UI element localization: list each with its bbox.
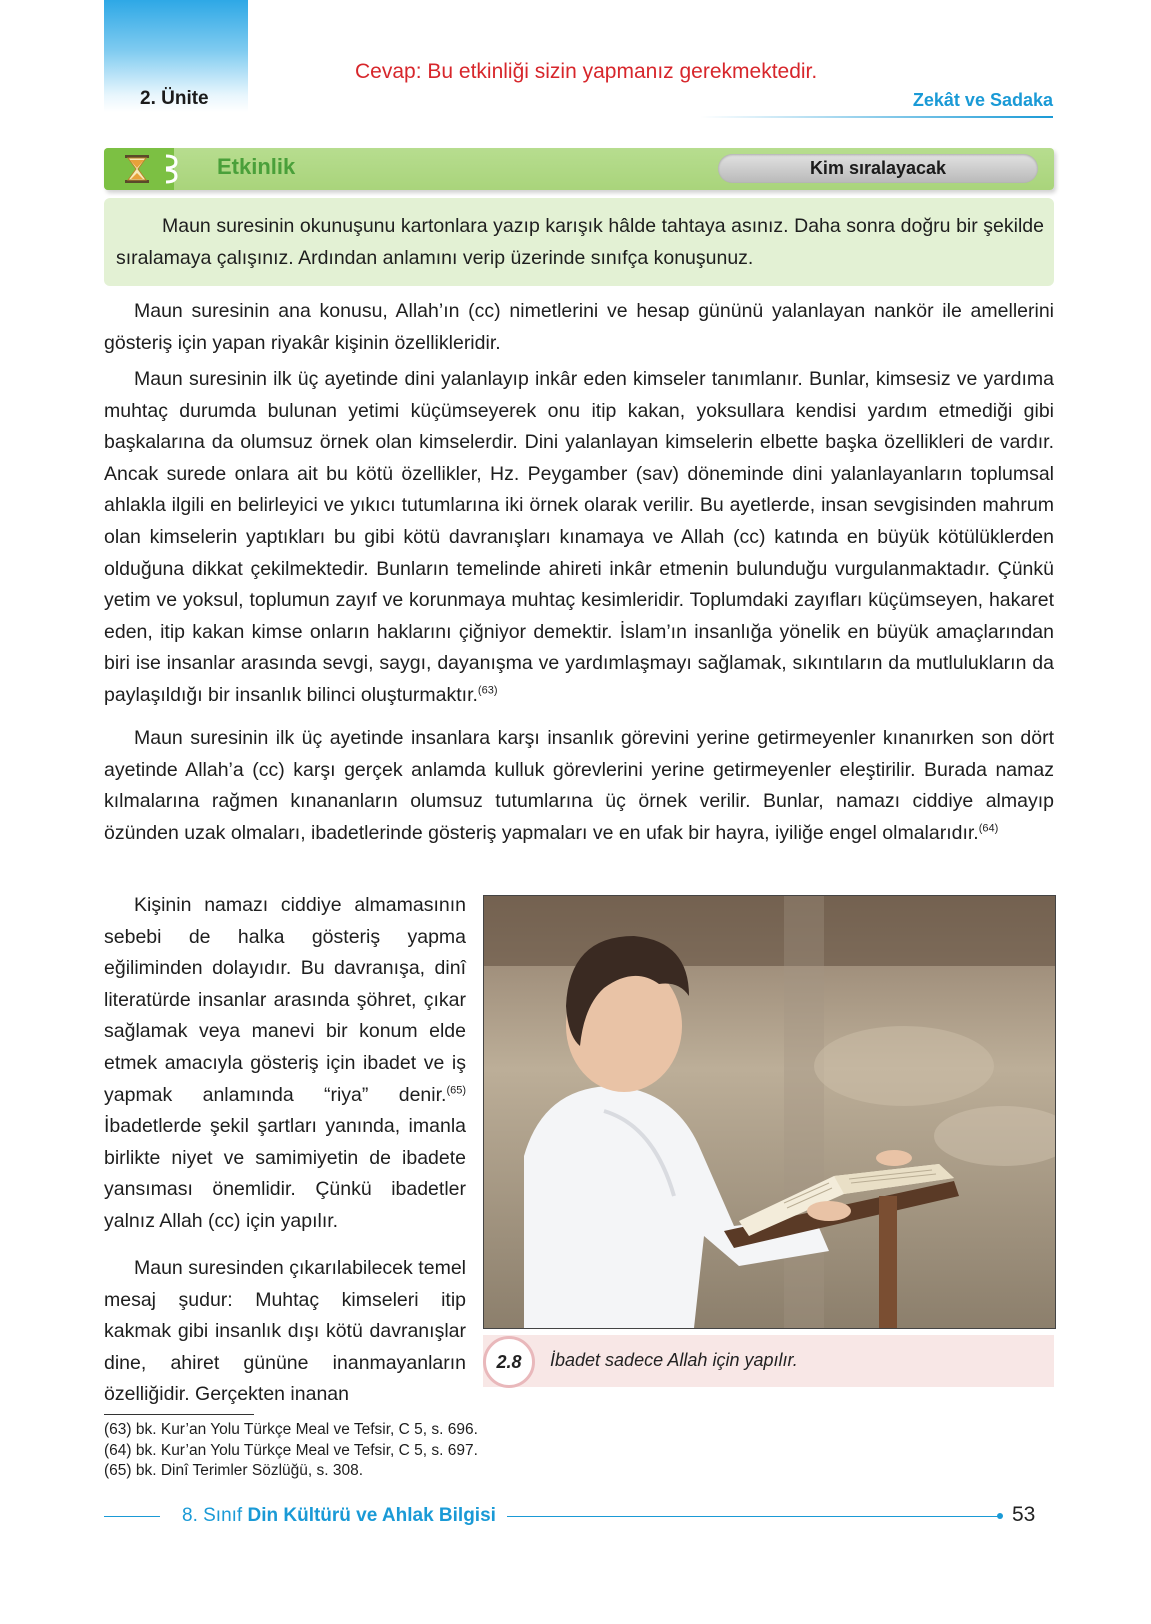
page-number: 53 [1012, 1503, 1036, 1526]
footnote-65: (65) bk. Dinî Terimler Sözlüğü, s. 308. [104, 1462, 364, 1479]
topic-label: Zekât ve Sadaka [912, 90, 1053, 110]
answer-note: Cevap: Bu etkinliği sizin yapmanız gerekmektedir. [355, 60, 818, 83]
body-paragraph-4-text-a: Kişinin namazı ciddiye almamasının sebebi de halka gösteriş yapma eğiliminden dolayıdır. Bu davranışa, dinî literatürde insanlar arasında şöhret, çıkar sağlamak veya manevi bir konum elde etmek amacıyla gösteriş için ibadet ve iş yapmak anlamında “riya” denir. [104, 894, 466, 1106]
body-paragraph-4-text-b: İbadetlerde şekil şartları yanında, imanla birlikte niyet ve samimiyetin de ibadete yansıması önemlidir. Çünkü ibadetler yalnız Allah (cc) için yapılır. [104, 1115, 466, 1232]
body-paragraph-4 [104, 890, 466, 1238]
footer-dot [997, 1513, 1003, 1519]
body-paragraph-3 [104, 723, 1054, 849]
activity-subtitle-pill [718, 154, 1038, 183]
unit-label: 2. Ünite [140, 88, 209, 109]
footer-line-left [104, 1516, 160, 1517]
hourglass-icon [122, 154, 152, 184]
footnote-ref-64: (64) [978, 822, 999, 835]
footnote-63: (63) bk. Kur’an Yolu Türkçe Meal ve Tefsir, C 5, s. 696. [104, 1421, 478, 1438]
footer-book-prefix: 8. Sınıf [182, 1505, 248, 1526]
binder-clip-icon [162, 152, 184, 186]
body-paragraph-5: Maun suresinden çıkarılabilecek temel mesaj şudur: Muhtaç kimseleri itip kakmak gibi insanlık dışı kötü davranışlar dine, ahiret gününe inanmayanların özelliğidir. Gerçekten inanan [104, 1257, 466, 1406]
footer-book-name: Din Kültürü ve Ahlak Bilgisi [247, 1505, 496, 1526]
activity-title: Etkinlik [217, 154, 296, 179]
topic-underline [700, 116, 1053, 118]
figure-photo [483, 895, 1056, 1329]
footer-book-title [182, 1505, 496, 1527]
footnote-ref-65: (65) [446, 1084, 466, 1097]
footnote-divider [104, 1414, 254, 1415]
footnote-64: (64) bk. Kur’an Yolu Türkçe Meal ve Tefsir, C 5, s. 697. [104, 1441, 478, 1459]
footnote-ref-63: (63) [477, 684, 498, 697]
activity-text: Maun suresinin okunuşunu kartonlara yazıp karışık hâlde tahtaya asınız. Daha sonra doğru bir şekilde sıralamaya çalışınız. Ardından anlamını verip üzerinde sınıfça konuşunuz. [116, 215, 1044, 269]
body-paragraph-3-text: Maun suresinin ilk üç ayetinde insanlara karşı insanlık görevini yerine getirmeyenler kınanırken son dört ayetinde Allah’a (cc) karşı gerçek anlamda kulluk görevlerini yerine getirmeyenler eleştirilir. Burada namaz kılmalarına rağmen kınananların olumsuz tutumlarına üç örnek verilir. Bunlar, namazı ciddiye almayıp özünden uzak olmaları, ibadetlerinde gösteriş yapmaları ve en ufak bir hayra, iyiliğe engel olmalarıdır. [104, 727, 1054, 844]
body-paragraph-2 [104, 364, 1054, 712]
footer-line-right [507, 1516, 1002, 1517]
activity-subtitle: Kim sıralayacak [809, 158, 947, 178]
body-paragraph-2-text: Maun suresinin ilk üç ayetinde dini yalanlayıp inkâr eden kimseler tanımlanır. Bunlar, kimsesiz ve yardıma muhtaç durumda bulunan yetimi küçümseyerek onu itip kakan, yoksullara kendisi yardım etmediği gibi başkalarına da olumsuz örnek olan kimselerdir. Dini yalanlayan kimselerin elbette başka özellikleri de vardır. Ancak surede onlara ait bu kötü özellikler, Hz. Peygamber (sav) döneminde dini yalanlayanların toplumsal ahlakla ilgili en belirleyici ve yıkıcı tutumlarına iki örnek olarak verilir. Bu ayetlerde, insan sevgisinden mahrum olan kimselerin yaptıkları bu gibi kötü davranışları kınamaya ve Allah (cc) katında en büyük kötülüklerden olduğuna dikkat çekilmektedir. Bunların temelinde ahireti inkâr etmenin bulunduğu vurgulanmaktadır. Çünkü yetim ve yoksul, toplumun zayıf ve korunmaya muhtaç kesimleridir. Toplumdaki zayıfları küçümseyen, hakaret eden, itip kakan kimse onların haklarını çiğniyor demektir. İslam’ın insanlığa yönelik en büyük amaçlarından biri ise insanlar arasında sevgi, saygı, dayanışma ve yardımlaşmayı sağlamak, sıkıntıların da mutlulukların da paylaşıldığı bir insanlık bilinci oluşturmaktır. [104, 368, 1054, 706]
figure-caption: İbadet sadece Allah için yapılır. [550, 1350, 798, 1370]
footnotes [104, 1420, 478, 1482]
boy-reading-illustration [484, 896, 1055, 1328]
body-paragraph-1: Maun suresinin ana konusu, Allah’ın (cc) nimetlerini ve hesap gününü yalanlayan nankör ile amellerini gösteriş için yapan riyakâr kişinin özellikleridir. [104, 300, 1054, 354]
figure-number-badge: 2.8 [483, 1336, 535, 1388]
